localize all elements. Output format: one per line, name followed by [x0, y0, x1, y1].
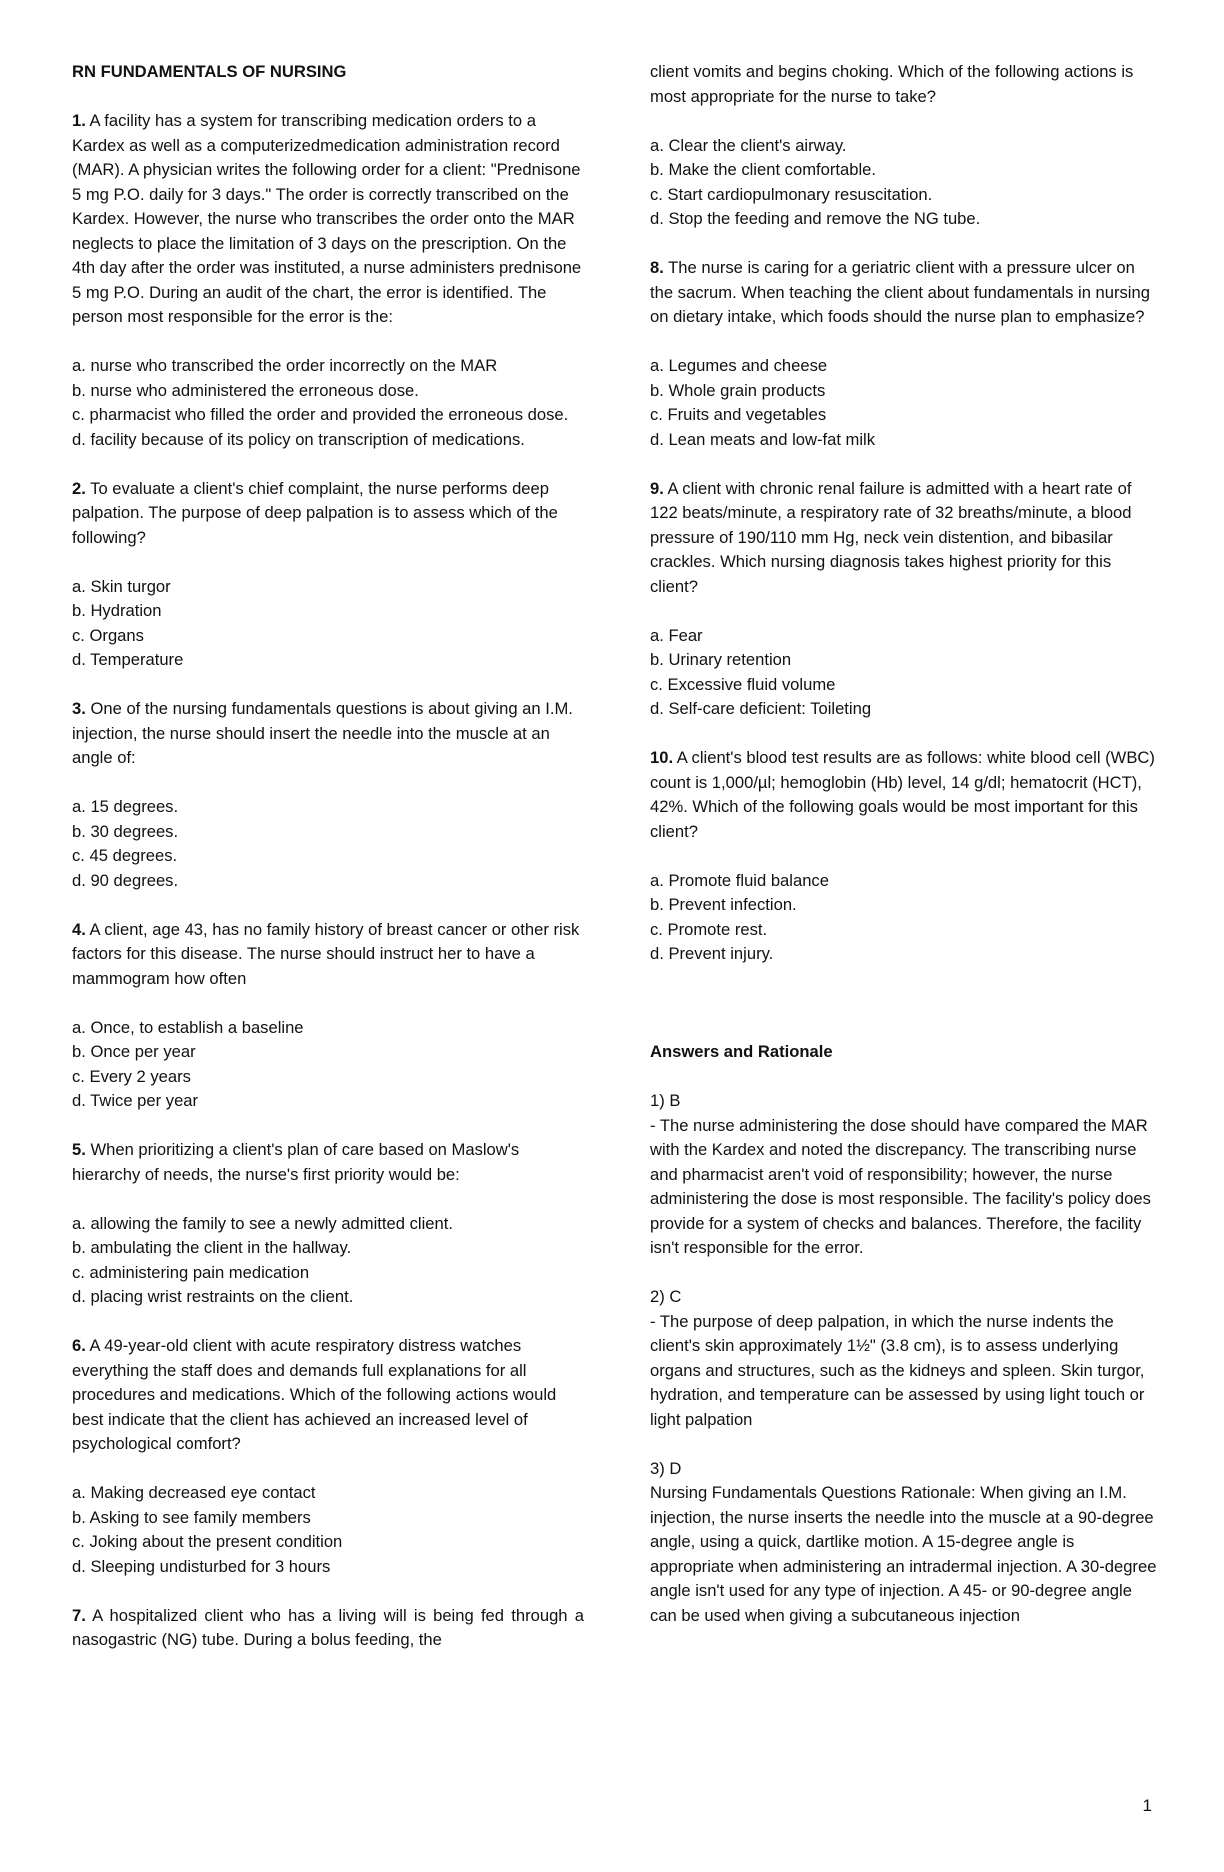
option: b. Make the client comfortable. — [650, 160, 876, 179]
question-5: 5. When prioritizing a client's plan of care based on Maslow's hierarchy of needs, the nurse's first priority would be: — [72, 1140, 520, 1184]
option: b. Urinary retention — [650, 650, 792, 669]
options-1 — [72, 354, 584, 452]
question-3: 3. One of the nursing fundamentals questions is about giving an I.M. injection, the nurse should insert the needle into the muscle at an angle of: — [72, 699, 573, 767]
options-6 — [72, 1481, 584, 1579]
option: d. placing wrist restraints on the client. — [72, 1287, 354, 1306]
option: c. Promote rest. — [650, 919, 768, 939]
question-7: 7. A hospitalized client who has a living will is being fed through a nasogastric (NG) tube. During a bolus feeding, the — [72, 1605, 584, 1649]
option: a. Clear the client's airway. — [650, 135, 847, 155]
question-6: 6. A 49-year-old client with acute respiratory distress watches everything the staff does and demands full explanations for all procedures and medications. Which of the following actions would best indicate that the client has achieved an increased level of psychological comfort? — [72, 1336, 557, 1453]
option: a. Making decreased eye contact — [72, 1483, 316, 1502]
answer-rationale: Nursing Fundamentals Questions Rationale: When giving an I.M. injection, the nurse inserts the needle into the muscle at a 90-degree angle, using a quick, dartlike motion. A 15-degree angle is appropriate when administering an intradermal injection. A 30-degree angle isn't used for any type of injection. A 45- or 90-degree angle can be used when giving a subcutaneous injection — [650, 1483, 1157, 1625]
question-9: 9. A client with chronic renal failure is admitted with a heart rate of 122 beats/minute, a respiratory rate of 32 breaths/minute, a blood pressure of 190/110 mm Hg, neck vein distention, and bibasilar crackles. Which nursing diagnosis takes highest priority for this client? — [650, 478, 1132, 596]
option: b. nurse who administered the erroneous dose. — [72, 380, 419, 400]
option: b. Once per year — [72, 1042, 196, 1061]
option: c. Start cardiopulmonary resuscitation. — [650, 184, 933, 204]
option: d. Twice per year — [72, 1091, 199, 1110]
question-7-continued: client vomits and begins choking. Which of the following actions is most appropriate for the nurse to take? — [650, 62, 1134, 106]
option: a. 15 degrees. — [72, 797, 179, 816]
option: a. Fear — [650, 625, 703, 645]
option: d. Stop the feeding and remove the NG tube. — [650, 209, 981, 228]
option: d. Lean meats and low-fat milk — [650, 429, 876, 449]
option: b. Whole grain products — [650, 380, 826, 400]
page-number: 1 — [1142, 1796, 1152, 1815]
question-2: 2. To evaluate a client's chief complaint, the nurse performs deep palpation. The purpose of deep palpation is to assess which of the following? — [72, 478, 558, 547]
option: d. facility because of its policy on transcription of medications. — [72, 429, 525, 449]
option: b. Prevent infection. — [650, 895, 797, 914]
option: b. Hydration — [72, 601, 162, 620]
options-9 — [650, 624, 1162, 722]
option: d. Sleeping undisturbed for 3 hours — [72, 1556, 331, 1576]
answer-key: 2) C — [650, 1287, 682, 1306]
option: d. 90 degrees. — [72, 870, 179, 890]
option: b. 30 degrees. — [72, 821, 179, 841]
option: c. Organs — [72, 625, 144, 645]
option: c. Joking about the present condition — [72, 1532, 343, 1551]
question-10: 10. A client's blood test results are as follows: white blood cell (WBC) count is 1,000/µl; hemoglobin (Hb) level, 14 g/dl; hematocrit (HCT), 42%. Which of the following goals would be most important for this client? — [650, 748, 1155, 841]
option: d. Prevent injury. — [650, 944, 774, 963]
option: a. Skin turgor — [72, 576, 171, 596]
option: a. Legumes and cheese — [650, 356, 828, 375]
options-4 — [72, 1016, 584, 1114]
answer-key: 1) B — [650, 1091, 681, 1110]
option: c. Excessive fluid volume — [650, 674, 836, 694]
answer-rationale: - The purpose of deep palpation, in which the nurse indents the client's skin approximately 1½" (3.8 cm), is to assess underlying organs and structures, such as the kidneys and spleen. Skin turgor, hydration, and temperature can be assessed by using light touch or light palpation — [650, 1311, 1145, 1429]
option: b. ambulating the client in the hallway. — [72, 1238, 352, 1257]
document-title: RN FUNDAMENTALS OF NURSING — [72, 62, 347, 81]
options-8 — [650, 354, 1162, 452]
answers-heading: Answers and Rationale — [650, 1042, 833, 1061]
right-column — [650, 60, 1162, 1653]
question-1: 1. A facility has a system for transcribing medication orders to a Kardex as well as a computerizedmedication administration record (MAR). A physician writes the following order for a client: "Prednisone 5 mg P.O. daily for 3 days." The order is correctly transcribed on the Kardex. However, the nurse who transcribes the order onto the MAR neglects to place the limitation of 3 days on the prescription. On the 4th day after the order was instituted, a nurse administers prednisone 5 mg P.O. During an audit of the chart, the error is identified. The person most responsible for the error is the: — [72, 111, 582, 326]
answer-1 — [650, 1089, 1162, 1261]
answer-2 — [650, 1285, 1162, 1432]
option: c. Fruits and vegetables — [650, 405, 827, 424]
options-10 — [650, 869, 1162, 967]
options-5 — [72, 1212, 584, 1310]
option: a. Once, to establish a baseline — [72, 1017, 304, 1037]
spacer — [650, 991, 1162, 1040]
option: a. nurse who transcribed the order incorrectly on the MAR — [72, 356, 498, 375]
option: a. allowing the family to see a newly admitted client. — [72, 1213, 453, 1233]
left-column — [72, 60, 584, 1677]
answer-rationale: - The nurse administering the dose should have compared the MAR with the Kardex and noted the discrepancy. The transcribing nurse and pharmacist aren't void of responsibility; however, the nurse administering the dose is most responsible. The facility's policy does provide for a system of checks and balances. Therefore, the facility isn't responsible for the error. — [650, 1115, 1151, 1257]
options-7 — [650, 134, 1162, 232]
options-3 — [72, 795, 584, 893]
option: c. 45 degrees. — [72, 846, 178, 865]
option: b. Asking to see family members — [72, 1507, 311, 1527]
question-4: 4. A client, age 43, has no family history of breast cancer or other risk factors for this disease. The nurse should instruct her to have a mammogram how often — [72, 919, 580, 988]
options-2 — [72, 575, 584, 673]
option: a. Promote fluid balance — [650, 870, 829, 890]
option: d. Self-care deficient: Toileting — [650, 699, 872, 718]
option: c. pharmacist who filled the order and provided the erroneous dose. — [72, 405, 569, 424]
answer-key: 3) D — [650, 1458, 682, 1478]
answer-3 — [650, 1457, 1162, 1629]
question-8: 8. The nurse is caring for a geriatric client with a pressure ulcer on the sacrum. When teaching the client about fundamentals in nursing on dietary intake, which foods should the nurse plan to emphasize? — [650, 258, 1150, 326]
option: c. administering pain medication — [72, 1262, 310, 1282]
option: c. Every 2 years — [72, 1066, 191, 1086]
option: d. Temperature — [72, 650, 184, 669]
